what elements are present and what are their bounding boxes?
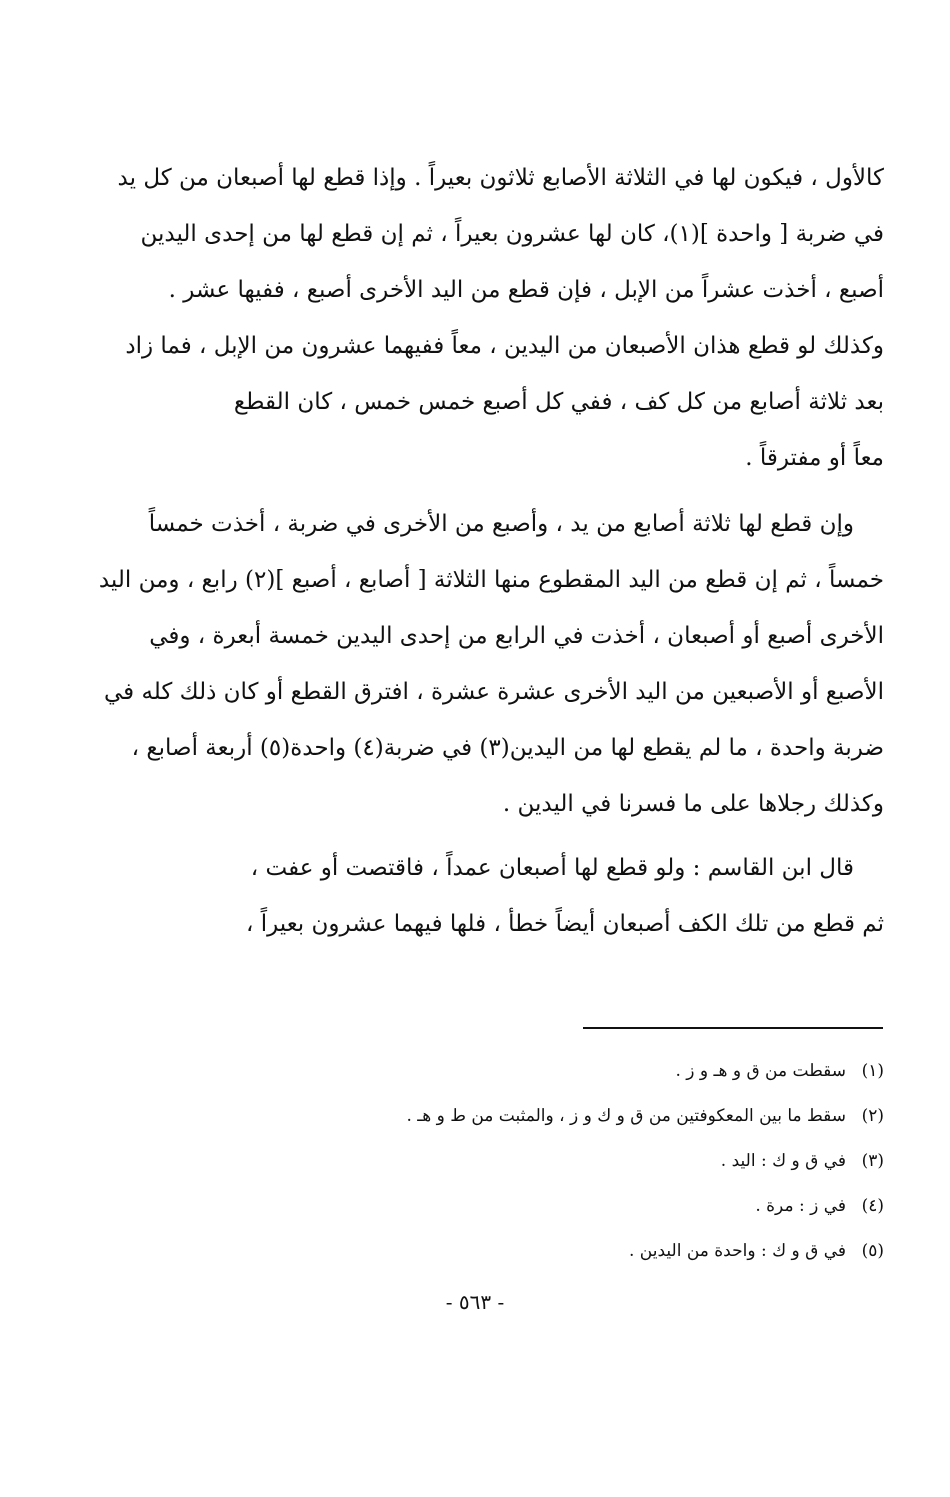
paragraph-line: الأصبع أو الأصبعين من اليد الأخرى عشرة عشرة ، افترق القطع أو كان ذلك كله في [104, 679, 884, 705]
footnote-number: (٤) [861, 1196, 884, 1216]
footnote-number: (٥) [861, 1241, 884, 1261]
paragraph-line: قال ابن القاسم : ولو قطع لها أصبعان عمداً ، فاقتصت أو عفت ، [250, 855, 854, 881]
paragraph-line: خمساً ، ثم إن قطع من اليد المقطوع منها الثلاثة [ أصابع ، أصبع ](٢) رابع ، ومن اليد [98, 567, 884, 593]
paragraph-line: وكذلك لو قطع هذان الأصبعان من اليدين ، معاً ففيهما عشرون من الإبل ، فما زاد [125, 333, 884, 359]
footnote-item [78, 1229, 884, 1274]
paragraph-line: وكذلك رجلاها على ما فسرنا في اليدين . [502, 791, 884, 817]
footnote-number: (٣) [861, 1151, 884, 1171]
paragraph-line: كالأول ، فيكون لها في الثلاثة الأصابع ثلاثون بعيراً . وإذا قطع لها أصبعان من كل يد [117, 165, 884, 191]
paragraph-line: بعد ثلاثة أصابع من كل كف ، ففي كل أصبع خمس خمس ، كان القطع [233, 389, 884, 415]
page-number: - ٥٦٣ - [445, 1290, 505, 1314]
body-paragraph-1 [78, 150, 884, 486]
footnote-text: في ق و ك : واحدة من اليدين . [628, 1241, 846, 1261]
footnote-item [78, 1184, 884, 1229]
footnote-text: سقط ما بين المعكوفتين من ق و ك و ز ، والمثبت من ط و هـ . [406, 1106, 846, 1126]
body-paragraph-3 [78, 840, 884, 952]
footnote-text: سقطت من ق و هـ و ز . [675, 1061, 846, 1081]
paragraph-line: أصبع ، أخذت عشراً من الإبل ، فإن قطع من اليد الأخرى أصبع ، ففيها عشر . [168, 277, 884, 303]
paragraph-line: معاً أو مفترقاً . [745, 445, 884, 471]
footnote-text: في ق و ك : اليد . [720, 1151, 846, 1171]
footnote-separator [583, 1027, 883, 1029]
footnote-text: في ز : مرة . [755, 1196, 846, 1216]
footnote-item [78, 1094, 884, 1139]
footnote-number: (١) [861, 1061, 884, 1081]
footnote-number: (٢) [861, 1106, 884, 1126]
body-paragraph-2 [78, 496, 884, 832]
paragraph-line: الأخرى أصبع أو أصبعان ، أخذت في الرابع من إحدى اليدين خمسة أبعرة ، وفي [149, 623, 884, 649]
footnote-item [78, 1049, 884, 1094]
paragraph-line: ثم قطع من تلك الكف أصبعان أيضاً خطأ ، فلها فيهما عشرون بعيراً ، [245, 911, 884, 937]
footnote-item [78, 1139, 884, 1184]
paragraph-line: في ضربة [ واحدة ](١)، كان لها عشرون بعيراً ، ثم إن قطع لها من إحدى اليدين [140, 221, 884, 247]
paragraph-line: وإن قطع لها ثلاثة أصابع من يد ، وأصبع من الأخرى في ضربة ، أخذت خمساً [148, 511, 854, 537]
paragraph-line: ضربة واحدة ، ما لم يقطع لها من اليدين(٣) في ضربة(٤) واحدة(٥) أربعة أصابع ، [131, 735, 884, 761]
footnotes [78, 1049, 884, 1274]
